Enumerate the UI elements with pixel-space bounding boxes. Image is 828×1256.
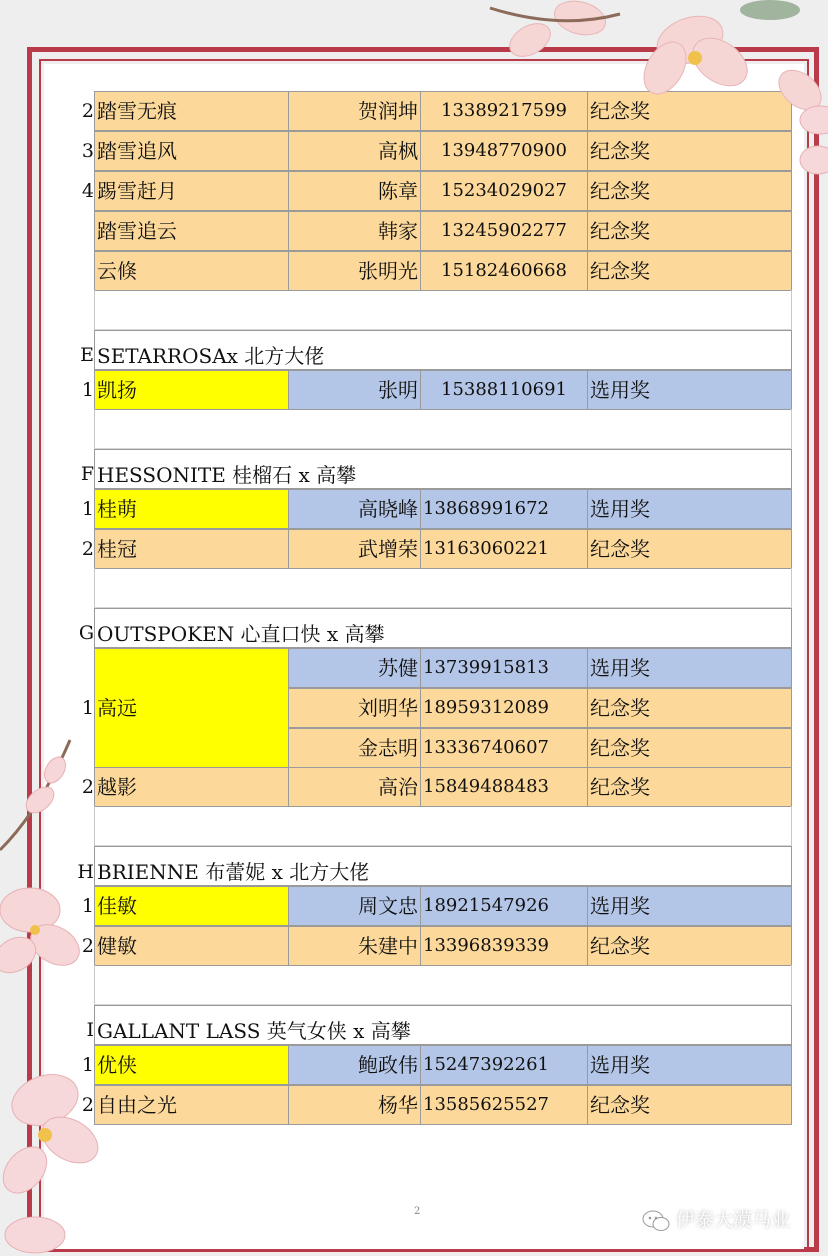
phone-cell: 13948770900: [420, 131, 588, 171]
group-letter: G: [78, 622, 94, 644]
phone-cell: 13585625527: [420, 1085, 588, 1125]
phone-cell: 15849488483: [420, 767, 588, 807]
owner-cell: 金志明: [288, 728, 421, 768]
horse-name-cell: 越影: [94, 767, 289, 807]
award-cell: 选用奖: [587, 489, 792, 529]
award-cell: 纪念奖: [587, 926, 792, 966]
blossom-decoration-left: [0, 730, 80, 980]
award-cell: 选用奖: [587, 370, 792, 410]
award-cell: 纪念奖: [587, 1085, 792, 1125]
blank-row: [94, 290, 792, 330]
award-cell: 纪念奖: [587, 211, 792, 251]
owner-cell: 朱建中: [288, 926, 421, 966]
table-row: [94, 529, 792, 569]
table-row: [94, 648, 792, 688]
award-cell: 纪念奖: [587, 251, 792, 291]
horse-name-cell: 踏雪无痕: [94, 91, 289, 131]
group-header: SETARROSAx 北方大佬: [94, 330, 792, 370]
table-row: [94, 767, 792, 807]
table-row: [94, 489, 792, 529]
owner-cell: 高枫: [288, 131, 421, 171]
award-cell: 纪念奖: [587, 171, 792, 211]
phone-cell: 18921547926: [420, 886, 588, 926]
owner-cell: 周文忠: [288, 886, 421, 926]
owner-cell: 杨华: [288, 1085, 421, 1125]
table-row: [94, 688, 792, 728]
phone-cell: 13245902277: [420, 211, 588, 251]
row-index: 1: [81, 1054, 94, 1076]
phone-cell: 13336740607: [420, 728, 588, 768]
row-index: 1: [81, 379, 94, 401]
row-index: 2: [81, 776, 94, 798]
blank-row: [94, 965, 792, 1005]
table-row: [94, 886, 792, 926]
row-index: 1: [81, 498, 94, 520]
owner-cell: 张明光: [288, 251, 421, 291]
watermark-text: 伊泰大漠马业: [676, 1209, 791, 1231]
row-index: 2: [81, 1094, 94, 1116]
horse-name-cell: 高远: [94, 648, 289, 768]
table-row: [94, 251, 792, 291]
owner-cell: 鲍政伟: [288, 1045, 421, 1085]
page-number: 2: [414, 1206, 421, 1217]
horse-name-cell: 桂萌: [94, 489, 289, 529]
phone-cell: 15388110691: [420, 370, 588, 410]
horse-name-cell: 优侠: [94, 1045, 289, 1085]
group-letter: I: [86, 1019, 94, 1041]
table-row: [94, 1045, 792, 1085]
row-index: 4: [81, 180, 94, 202]
blossom-decoration-top: [470, 0, 828, 110]
phone-cell: 15247392261: [420, 1045, 588, 1085]
group-letter: H: [77, 861, 94, 883]
group-letter: F: [80, 463, 94, 485]
phone-cell: 13163060221: [420, 529, 588, 569]
table-row: [94, 211, 792, 251]
phone-cell: 18959312089: [420, 688, 588, 728]
table-row: [94, 171, 792, 211]
award-cell: 纪念奖: [587, 728, 792, 768]
table-row: [94, 728, 792, 768]
horse-name-cell: 踢雪赶月: [94, 171, 289, 211]
row-index: 1: [81, 895, 94, 917]
row-index: 2: [81, 100, 94, 122]
blossom-decoration-bottom-left: [0, 1040, 110, 1256]
phone-cell: 13739915813: [420, 648, 588, 688]
award-cell: 纪念奖: [587, 91, 792, 131]
horse-name-cell: 桂冠: [94, 529, 289, 569]
owner-cell: 张明: [288, 370, 421, 410]
award-cell: 选用奖: [587, 1045, 792, 1085]
award-cell: 纪念奖: [587, 131, 792, 171]
table-row: [94, 131, 792, 171]
group-header: OUTSPOKEN 心直口快 x 高攀: [94, 608, 792, 648]
horse-name-cell: 凯扬: [94, 370, 289, 410]
owner-cell: 武增荣: [288, 529, 421, 569]
blank-row: [94, 806, 792, 846]
award-cell: 选用奖: [587, 886, 792, 926]
owner-cell: 陈章: [288, 171, 421, 211]
horse-name-cell: 自由之光: [94, 1085, 289, 1125]
owner-cell: 贺润坤: [288, 91, 421, 131]
horse-name-cell: 踏雪追风: [94, 131, 289, 171]
phone-cell: 13868991672: [420, 489, 588, 529]
group-letter: E: [80, 344, 94, 366]
wechat-icon: [642, 1210, 670, 1232]
horse-name-cell: 佳敏: [94, 886, 289, 926]
award-cell: 纪念奖: [587, 529, 792, 569]
group-header: HESSONITE 桂榴石 x 高攀: [94, 449, 792, 489]
award-cell: 纪念奖: [587, 767, 792, 807]
horse-name-cell: 健敏: [94, 926, 289, 966]
horse-name-cell: 踏雪追云: [94, 211, 289, 251]
phone-cell: 15182460668: [420, 251, 588, 291]
phone-cell: 13389217599: [420, 91, 588, 131]
phone-cell: 13396839339: [420, 926, 588, 966]
group-header: BRIENNE 布蕾妮 x 北方大佬: [94, 846, 792, 886]
blossom-decoration-right: [790, 90, 828, 190]
table-row: [94, 370, 792, 410]
award-cell: 纪念奖: [587, 688, 792, 728]
owner-cell: 韩家: [288, 211, 421, 251]
award-cell: 选用奖: [587, 648, 792, 688]
owner-cell: 高治: [288, 767, 421, 807]
row-index: 2: [81, 538, 94, 560]
row-index: 2: [81, 935, 94, 957]
row-index: 3: [81, 140, 94, 162]
group-header: GALLANT LASS 英气女侠 x 高攀: [94, 1005, 792, 1045]
blank-row: [94, 409, 792, 449]
owner-cell: 刘明华: [288, 688, 421, 728]
row-index: 1: [81, 697, 94, 719]
table-row: [94, 1085, 792, 1125]
table-row: [94, 926, 792, 966]
owner-cell: 苏健: [288, 648, 421, 688]
owner-cell: 高晓峰: [288, 489, 421, 529]
phone-cell: 15234029027: [420, 171, 588, 211]
horse-name-cell: 云倏: [94, 251, 289, 291]
blank-row: [94, 568, 792, 608]
